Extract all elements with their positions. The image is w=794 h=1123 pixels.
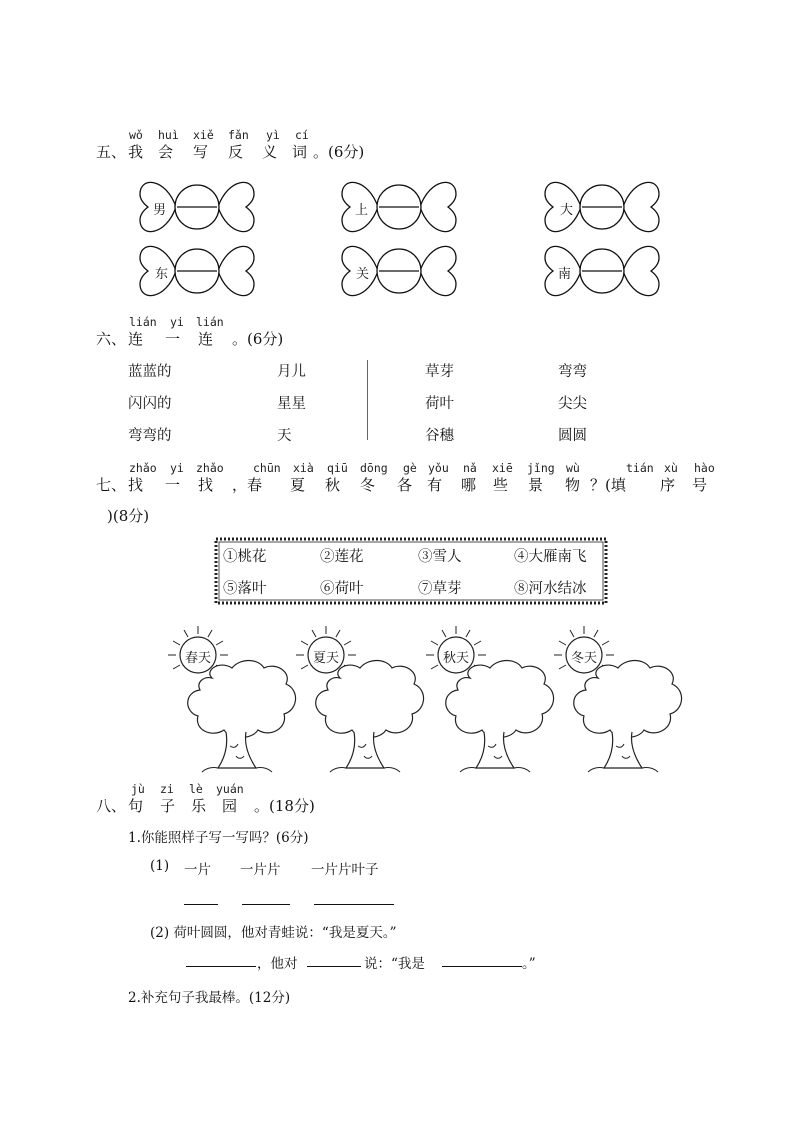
- option-item: ③雪人: [418, 549, 462, 565]
- pinyin: qiū: [327, 461, 348, 475]
- bow-char: 关: [356, 267, 370, 282]
- season-label: 冬天: [571, 651, 598, 666]
- option-item: ⑦草芽: [418, 581, 462, 597]
- match-left-word: 天: [277, 428, 292, 444]
- answer-blank[interactable]: [242, 904, 290, 905]
- pinyin: chūn: [253, 461, 281, 475]
- pinyin: jǐng: [527, 461, 555, 475]
- option-item: ②莲花: [320, 549, 364, 565]
- heading-char: ？(填: [590, 476, 626, 494]
- bow-char: 男: [153, 203, 167, 218]
- match-left-word: 弯弯的: [128, 428, 172, 444]
- answer-blank[interactable]: [186, 966, 256, 967]
- pinyin: lè: [189, 782, 203, 796]
- pinyin: yi: [170, 315, 184, 329]
- pinyin: lián: [196, 315, 224, 329]
- heading-char: 词: [292, 143, 308, 161]
- option-item: ⑧河水结冰: [514, 581, 587, 597]
- heading-char: 些: [493, 476, 509, 494]
- section-number: 六、: [96, 330, 127, 348]
- pinyin: cí: [295, 128, 309, 142]
- heading-char: ，春: [232, 476, 263, 494]
- bow-char: 大: [560, 203, 574, 218]
- season-label: 夏天: [313, 651, 340, 666]
- pinyin: dōng: [360, 461, 388, 475]
- match-left-word: 星星: [277, 396, 306, 412]
- sentence-fragment: 。”: [522, 956, 536, 972]
- pinyin: fǎn: [228, 128, 249, 142]
- answer-blank[interactable]: [442, 966, 522, 967]
- season-label: 春天: [185, 651, 212, 666]
- match-right-word: 弯弯: [558, 364, 587, 380]
- pinyin: zhǎo: [196, 461, 224, 475]
- option-item: ①桃花: [223, 549, 267, 565]
- example-label: (1): [150, 858, 170, 874]
- heading-char: 物: [565, 476, 581, 494]
- match-right-word: 谷穗: [425, 428, 454, 444]
- question-title: 2.补充句子我最棒。(12分): [128, 990, 291, 1006]
- pinyin: xù: [664, 461, 678, 475]
- heading-char: 我: [128, 143, 144, 161]
- bow-char: 东: [155, 267, 169, 282]
- option-item: ⑥荷叶: [320, 581, 364, 597]
- heading-char: 序: [660, 476, 676, 494]
- pinyin: hào: [694, 461, 715, 475]
- section-score: )(8分): [107, 507, 150, 525]
- pinyin: yǒu: [428, 461, 449, 475]
- section-number: 五、: [96, 143, 127, 161]
- heading-char: 连: [198, 330, 214, 348]
- match-left-word: 蓝蓝的: [128, 364, 172, 380]
- option-item: ⑤落叶: [223, 581, 267, 597]
- match-left-word: 月儿: [277, 364, 306, 380]
- heading-char: 号: [692, 476, 708, 494]
- answer-blank[interactable]: [307, 966, 361, 967]
- match-right-word: 圆圆: [558, 428, 587, 444]
- heading-char: 夏: [290, 476, 306, 494]
- heading-char: 各: [397, 476, 413, 494]
- pinyin: wǒ: [129, 128, 143, 142]
- season-tree-illustration: [546, 620, 688, 775]
- pinyin: lián: [129, 315, 157, 329]
- heading-char: 冬: [360, 476, 376, 494]
- example-word: 一片片: [240, 862, 281, 878]
- heading-char: 子: [160, 797, 176, 815]
- season-tree-illustration: [418, 620, 560, 775]
- option-item: ④大雁南飞: [514, 549, 587, 565]
- example-word: 一片片叶子: [311, 862, 379, 878]
- heading-char: 景: [528, 476, 544, 494]
- question-title: 1.你能照样子写一写吗？(6分): [128, 830, 309, 846]
- section-score: 。(6分): [232, 330, 284, 348]
- heading-char: 秋: [325, 476, 341, 494]
- pinyin: wù: [566, 461, 580, 475]
- divider: [367, 360, 368, 440]
- section-score: 。(18分): [254, 797, 315, 815]
- heading-char: 哪: [461, 476, 477, 494]
- section-score: 。(6分): [313, 143, 365, 161]
- pinyin: yuán: [216, 782, 244, 796]
- pinyin: tián: [626, 461, 654, 475]
- heading-char: 反: [228, 143, 244, 161]
- heading-char: 乐: [191, 797, 207, 815]
- pinyin: jù: [131, 782, 145, 796]
- pinyin: nǎ: [463, 461, 477, 475]
- pinyin: zhǎo: [129, 461, 157, 475]
- heading-char: 一: [165, 476, 181, 494]
- season-label: 秋天: [443, 651, 470, 666]
- answer-blank[interactable]: [314, 904, 394, 905]
- pinyin: yi: [170, 461, 184, 475]
- section-number: 八、: [96, 797, 127, 815]
- heading-char: 找: [128, 476, 144, 494]
- heading-char: 一: [165, 330, 181, 348]
- heading-char: 义: [262, 143, 278, 161]
- heading-char: 有: [427, 476, 443, 494]
- match-left-word: 闪闪的: [128, 396, 172, 412]
- bow-char: 南: [558, 267, 572, 282]
- example-sentence: (2) 荷叶圆圆，他对青蛙说：“我是夏天。”: [150, 925, 397, 941]
- heading-char: 连: [128, 330, 144, 348]
- heading-char: 会: [158, 143, 174, 161]
- heading-char: 句: [128, 797, 144, 815]
- match-right-word: 荷叶: [425, 396, 454, 412]
- example-word: 一片: [184, 862, 211, 878]
- sentence-fragment: 说：“我是: [364, 956, 425, 972]
- match-right-word: 尖尖: [558, 396, 587, 412]
- pinyin: xiě: [193, 128, 214, 142]
- match-right-word: 草芽: [425, 364, 454, 380]
- section-number: 七、: [96, 476, 127, 494]
- sentence-fragment: ，他对: [257, 956, 298, 972]
- pinyin: huì: [158, 128, 179, 142]
- pinyin: zi: [160, 782, 174, 796]
- heading-char: 写: [193, 143, 209, 161]
- bow-char: 上: [355, 203, 369, 218]
- heading-char: 找: [198, 476, 214, 494]
- pinyin: gè: [403, 461, 417, 475]
- pinyin: xiē: [492, 461, 513, 475]
- heading-char: 园: [222, 797, 238, 815]
- pinyin: yì: [266, 128, 280, 142]
- pinyin: xià: [293, 461, 314, 475]
- season-tree-illustration: [288, 620, 430, 775]
- season-tree-illustration: [160, 620, 302, 775]
- answer-blank[interactable]: [184, 904, 218, 905]
